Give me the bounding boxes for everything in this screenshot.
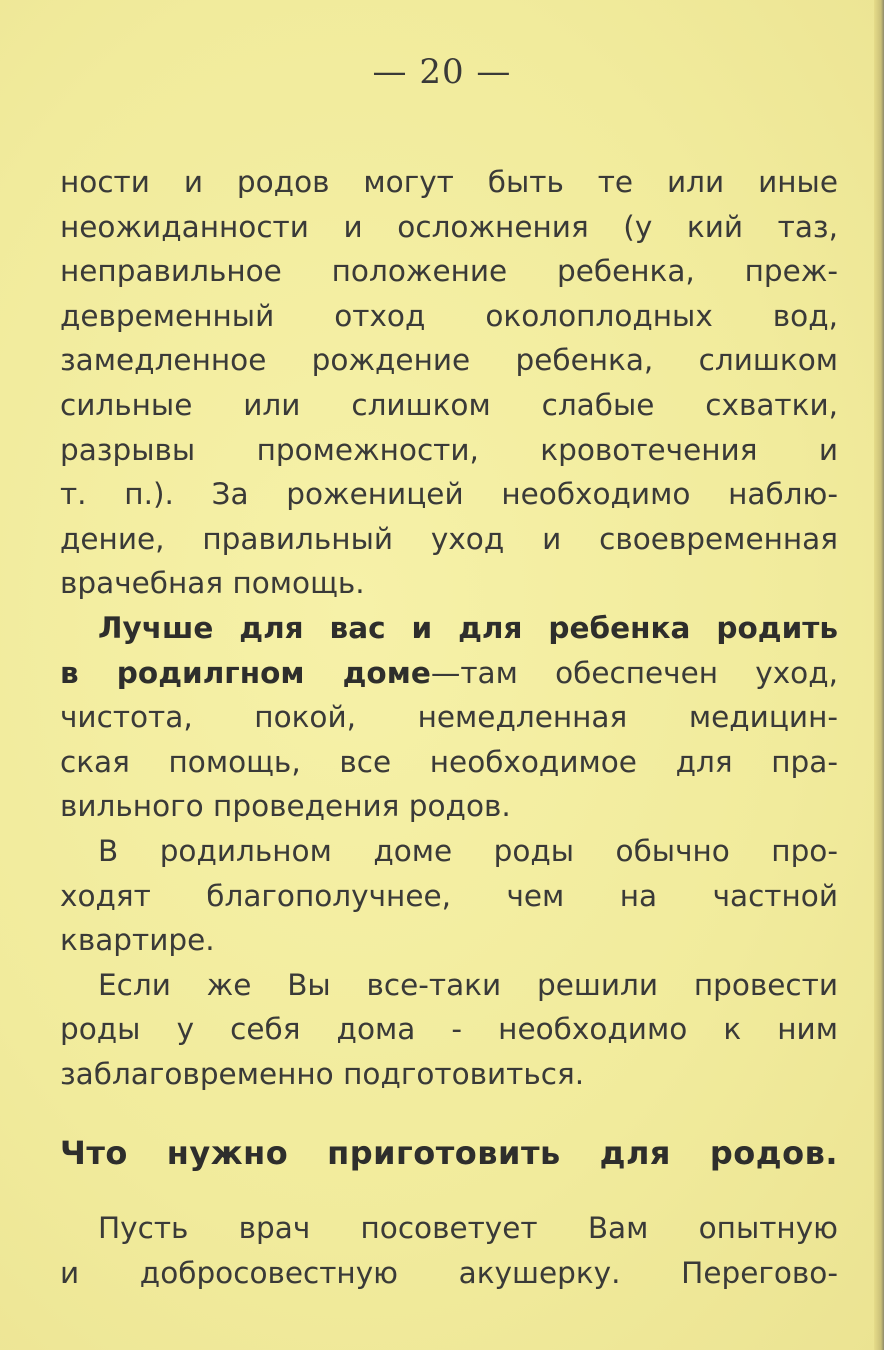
text-phrase: —там обеспечен уход, [430,655,838,690]
text-line: девременный отход околоплодных вод, [60,298,838,333]
body-text [60,160,838,1096]
text-line: Пусть врач посоветует Вам опытную [98,1211,838,1245]
text-line: вильного проведения родов. [60,789,511,824]
text-line: дение, правильный уход и своевременная [60,521,838,556]
text-line: врачебная помощь. [60,566,365,601]
text-line: ская помощь, все необходимое для пра- [60,744,838,779]
text-line: т. п.). За роженицей необходимо наблю- [60,477,838,512]
bold-text-line: Лучше для вас и для ребенка родить [98,610,838,645]
text-line: неправильное положение ребенка, преж- [60,254,838,289]
page-number: — 20 — [372,52,512,92]
text-line: Если же Вы все-таки решили провести [98,967,838,1002]
section-heading: Что нужно приготовить для родов. [60,1134,838,1172]
text-line: неожиданности и осложнения (у кий таз, [60,209,838,244]
text-line: чистота, покой, немедленная медицин- [60,700,838,735]
page-edge [874,0,884,1350]
mixed-text-line [60,651,838,696]
text-line: заблаговременно подготовиться. [60,1056,585,1091]
text-line: и добросовестную акушерку. Перегово- [60,1256,838,1290]
bold-phrase: в родилгном доме [60,655,431,690]
text-line: ности и родов могут быть те или иные [60,165,838,199]
text-line: замедленное рождение ребенка, слишком [60,343,838,378]
text-line: квартире. [60,923,215,958]
text-line: роды у себя дома - необходимо к ним [60,1012,838,1047]
closing-paragraph [60,1206,838,1296]
text-line: В родильном доме роды обычно про- [98,833,838,868]
text-line: разрывы промежности, кровотечения и [60,432,838,467]
text-line: сильные или слишком слабые схватки, [60,387,838,422]
text-line: ходят благополучнее, чем на частной [60,878,838,913]
